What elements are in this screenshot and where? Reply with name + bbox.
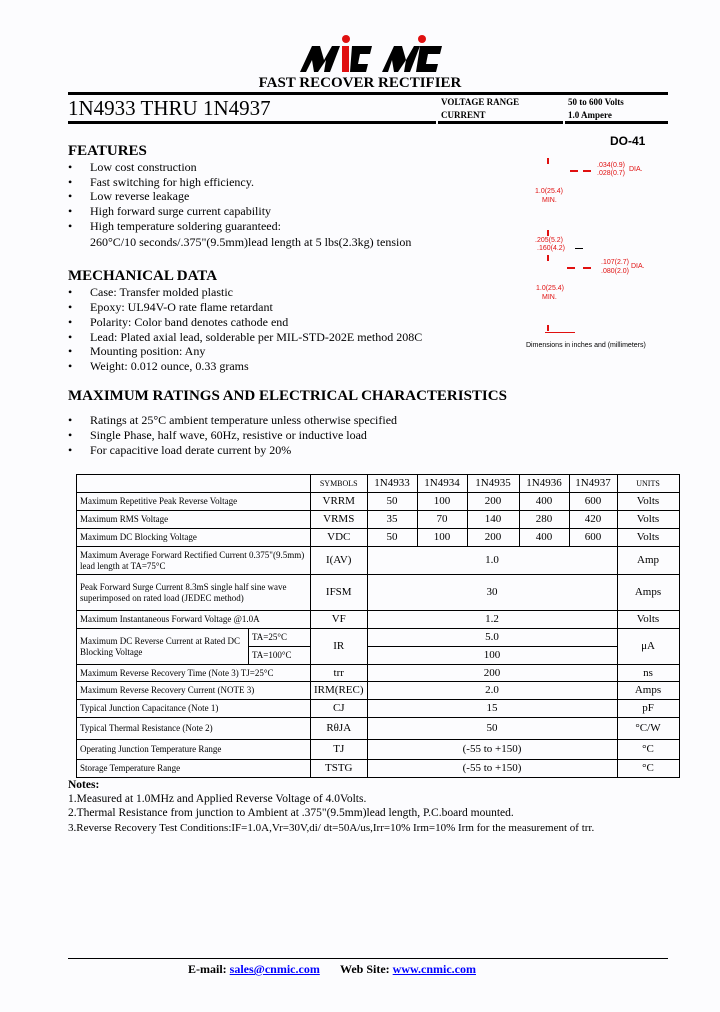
table-cell: IRM(REC) xyxy=(311,682,368,700)
table-cell: (-55 to +150) xyxy=(367,740,617,760)
table-cell: 200 xyxy=(467,493,519,511)
table-cell: CJ xyxy=(311,700,368,718)
mechanical-item: Weight: 0.012 ounce, 0.33 grams xyxy=(90,359,249,373)
mechanical-item: Lead: Plated axial lead, solderable per MIL-STD-202E method 208C xyxy=(90,330,423,344)
table-cell: Volts xyxy=(617,511,679,529)
voltage-range-label: VOLTAGE RANGE xyxy=(441,97,520,107)
mechanical-heading: MECHANICAL DATA xyxy=(68,268,218,284)
table-row xyxy=(77,493,680,511)
voltage-range-value: 50 to 600 Volts xyxy=(568,97,624,107)
table-cell: VRMS xyxy=(311,511,368,529)
divider xyxy=(565,121,668,124)
table-cell: Typical Junction Capacitance (Note 1) xyxy=(77,700,311,718)
column-header: 1N4935 xyxy=(467,475,519,493)
text: MIN. xyxy=(542,294,557,301)
table-cell: Peak Forward Surge Current 8.3mS single half sine wave superimposed on rated load (JEDEC method) xyxy=(77,575,311,611)
table-cell: 70 xyxy=(417,511,467,529)
table-cell: TSTG xyxy=(311,760,368,778)
table-row xyxy=(77,511,680,529)
ratings-heading: MAXIMUM RATINGS AND ELECTRICAL CHARACTERISTICS xyxy=(68,388,507,404)
text: .028(0.7) xyxy=(597,170,626,177)
table-row xyxy=(77,682,680,700)
table-cell: VDC xyxy=(311,529,368,547)
table-cell: Amp xyxy=(617,547,679,575)
table-cell: Maximum DC Blocking Voltage xyxy=(77,529,311,547)
table-cell: 400 xyxy=(519,493,569,511)
mic-logo xyxy=(296,34,446,74)
ratings-table xyxy=(76,474,680,778)
mechanical-item: Mounting position: Any xyxy=(90,344,206,358)
table-cell: Maximum Instantaneous Forward Voltage @1.0A xyxy=(77,611,311,629)
table-row xyxy=(77,547,680,575)
table-row xyxy=(77,740,680,760)
table-cell: Amps xyxy=(617,575,679,611)
table-cell: Volts xyxy=(617,493,679,511)
footer-email xyxy=(188,962,320,977)
table-cell: 50 xyxy=(367,718,617,740)
notes-heading: Notes: xyxy=(68,779,100,791)
text: DIA. xyxy=(629,166,643,173)
table-row xyxy=(77,718,680,740)
mechanical-item: Epoxy: UL94V-O rate flame retardant xyxy=(90,300,273,314)
table-cell: 1.0 xyxy=(367,547,617,575)
table-row xyxy=(77,665,680,682)
text: 1.0(25.4) xyxy=(536,285,565,292)
table-row xyxy=(77,629,680,647)
note-item: 1.Measured at 1.0MHz and Applied Reverse Voltage of 4.0Volts. xyxy=(68,793,367,805)
table-cell: RθJA xyxy=(311,718,368,740)
table-cell: 200 xyxy=(367,665,617,682)
table-cell: μA xyxy=(617,629,679,665)
table-cell: 400 xyxy=(519,529,569,547)
table-row xyxy=(77,529,680,547)
table-cell: °C/W xyxy=(617,718,679,740)
table-row xyxy=(77,611,680,629)
current-label: CURRENT xyxy=(441,110,486,120)
table-cell: Amps xyxy=(617,682,679,700)
text: .034(0.9) xyxy=(597,162,626,169)
table-row xyxy=(77,760,680,778)
table-cell: IR xyxy=(311,629,368,665)
text: DIA. xyxy=(631,263,645,270)
table-cell: Maximum RMS Voltage xyxy=(77,511,311,529)
table-cell: ns xyxy=(617,665,679,682)
package-name: DO-41 xyxy=(610,134,646,148)
table-cell: (-55 to +150) xyxy=(367,760,617,778)
table-cell: Volts xyxy=(617,529,679,547)
condition-item: For capacitive load derate current by 20% xyxy=(90,443,292,457)
table-cell: TA=25°C xyxy=(249,629,311,647)
features-heading: FEATURES xyxy=(68,143,147,159)
table-cell: 5.0 xyxy=(367,629,617,647)
divider xyxy=(68,92,668,95)
table-cell: 280 xyxy=(519,511,569,529)
feature-item: Fast switching for high efficiency. xyxy=(90,175,254,189)
datasheet-page: FAST RECOVER RECTIFIER 1N4933 THRU 1N4937 VOLTAGE RANGE CURRENT 50 to 600 Volts 1.0 Ampere DO-41 .034(0.9) .028(0.7) DIA. 1.0(25.4) MIN. .205(5.2) .160(4.2) .107(2.7) .080(2.0) DIA. 1.0(25.4) MIN. Dimensions in inches and (millimeters) FEATURES • Low cost construction • Fast switching for high efficiency. • Low reverse leakage • High forward surge current capability • High temperature soldering guaranteed: 260°C/10 seconds/.375"(9.5mm)lead length at 5 lbs(2.3kg) tension MECHANICAL DATA • Case: Transfer molded plastic • Epoxy: UL94V-O rate flame retardant • Polarity: Color band denotes cathode end • Lead: Plated axial lead, solderable per MIL-STD-202E method 208C • Mounting position: Any • Weight: 0.012 ounce, 0.33 grams MAXIMUM RATINGS AND ELECTRICAL CHARACTERISTICS • Ratings at 25°C ambient temperature unless otherwise specified • Single Phase, half wave, 60Hz, resistive or inductive load • For capacitive load derate current by 20% SYMBOLS 1N4933 1N4934 1N4935 1N4936 1N4937 UNITS Maximum Repetitive Peak Reverse Voltage VRRM 50 100 200 400 600 Volts Maximum RMS Voltage VRMS 35 70 140 280 420 Volts Maximum DC Blocking Voltage VDC 50 100 200 400 600 Volts Maximum Average Forward Rectified Current 0.375"(9.5mm) lead length at TA=75°C I(AV) 1.0 Amp Peak Forward Surge Current 8.3mS single half sine wave superimposed on rated load (JEDEC method) IFSM 30 Amps Maximum Instantaneous Forward Voltage @1.0A VF 1.2 Volts Maximum DC Reverse Current at Rated DC Blocking Voltage TA=25°C IR 5.0 μA TA=100°C 100 Maximum Reverse Recovery Time (Note 3) TJ=25°C trr 200 ns Maximum Reverse Recovery Current (NOTE 3) IRM(REC) 2.0 Amps Typical Junction Capacitance (Note 1) CJ 15 pF Typical Thermal Resistance (Note 2) RθJA 50 °C/W Operating Junction Temperature Range TJ (-55 to +150) °C Storage Temperature Range TSTG (-55 to +150) °C Notes: 1.Measured at 1.0MHz and Applied Reverse Voltage of 4.0Volts. 2.Thermal Resistance from junction to Ambient at .375"(9.5mm)lead length, P.C.board mounted. 3.Reverse Recovery Test Conditions:IF=1.0A,Vr=30V,di/ dt=50A/us,Irr=10% Irm=10% Irm for the measurement of trr. E-mail: sales@cnmic.com Web Site: www.cnmic.com xyxy=(0,0,720,1012)
table-cell: 140 xyxy=(467,511,519,529)
mechanical-item: Polarity: Color band denotes cathode end xyxy=(90,315,289,329)
email-link[interactable]: sales@cnmic.com xyxy=(229,962,320,976)
feature-item: 260°C/10 seconds/.375"(9.5mm)lead length at 5 lbs(2.3kg) tension xyxy=(90,235,412,249)
table-cell: 15 xyxy=(367,700,617,718)
website-link[interactable]: www.cnmic.com xyxy=(392,962,476,976)
table-cell: Storage Temperature Range xyxy=(77,760,311,778)
text: MIN. xyxy=(542,197,557,204)
column-header: 1N4937 xyxy=(569,475,617,493)
column-header: 1N4934 xyxy=(417,475,467,493)
current-value: 1.0 Ampere xyxy=(568,110,612,120)
text: E-mail: xyxy=(188,962,227,976)
table-cell: TA=100°C xyxy=(249,647,311,665)
divider xyxy=(68,121,436,124)
table-cell: °C xyxy=(617,740,679,760)
table-cell: 420 xyxy=(569,511,617,529)
table-cell: 600 xyxy=(569,493,617,511)
footer-divider xyxy=(68,958,668,959)
table-cell: 100 xyxy=(367,647,617,665)
table-cell: 30 xyxy=(367,575,617,611)
table-cell: Maximum DC Reverse Current at Rated DC Blocking Voltage xyxy=(77,629,249,665)
note-item: 3.Reverse Recovery Test Conditions:IF=1.0A,Vr=30V,di/ dt=50A/us,Irr=10% Irm=10% Irm for the measurement of trr. xyxy=(68,822,595,834)
table-cell: 100 xyxy=(417,493,467,511)
table-cell: IFSM xyxy=(311,575,368,611)
table-cell: Maximum Repetitive Peak Reverse Voltage xyxy=(77,493,311,511)
table-cell: Maximum Reverse Recovery Current (NOTE 3) xyxy=(77,682,311,700)
table-header-row xyxy=(77,475,680,493)
text: .160(4.2) xyxy=(537,245,566,252)
table-cell: °C xyxy=(617,760,679,778)
condition-item: Single Phase, half wave, 60Hz, resistive or inductive load xyxy=(90,428,367,442)
condition-item: Ratings at 25°C ambient temperature unless otherwise specified xyxy=(90,413,398,427)
table-cell: 50 xyxy=(367,493,417,511)
table-cell: Operating Junction Temperature Range xyxy=(77,740,311,760)
table-row xyxy=(77,700,680,718)
table-cell: TJ xyxy=(311,740,368,760)
table-cell: 100 xyxy=(417,529,467,547)
text: .080(2.0) xyxy=(601,268,630,275)
column-header: UNITS xyxy=(617,475,679,493)
text: .107(2.7) xyxy=(601,259,630,266)
dimension-note: Dimensions in inches and (millimeters) xyxy=(526,342,646,349)
feature-item: High temperature soldering guaranteed: xyxy=(90,219,281,233)
table-cell: 200 xyxy=(467,529,519,547)
column-header: 1N4933 xyxy=(367,475,417,493)
divider xyxy=(438,121,563,124)
document-title: FAST RECOVER RECTIFIER xyxy=(258,75,462,91)
table-cell: VF xyxy=(311,611,368,629)
table-cell: 50 xyxy=(367,529,417,547)
footer-website xyxy=(340,962,476,977)
table-cell: trr xyxy=(311,665,368,682)
table-cell: pF xyxy=(617,700,679,718)
text: Web Site: xyxy=(340,962,390,976)
note-item: 2.Thermal Resistance from junction to Ambient at .375"(9.5mm)lead length, P.C.board mounted. xyxy=(68,807,514,819)
text: .205(5.2) xyxy=(535,237,564,244)
table-cell: I(AV) xyxy=(311,547,368,575)
table-cell: Maximum Average Forward Rectified Current 0.375"(9.5mm) lead length at TA=75°C xyxy=(77,547,311,575)
table-row xyxy=(77,575,680,611)
table-cell: 2.0 xyxy=(367,682,617,700)
column-header: 1N4936 xyxy=(519,475,569,493)
table-cell: 600 xyxy=(569,529,617,547)
table-cell: 1.2 xyxy=(367,611,617,629)
part-range: 1N4933 THRU 1N4937 xyxy=(68,96,271,120)
table-cell: VRRM xyxy=(311,493,368,511)
mechanical-item: Case: Transfer molded plastic xyxy=(90,285,233,299)
table-cell: Typical Thermal Resistance (Note 2) xyxy=(77,718,311,740)
feature-item: Low reverse leakage xyxy=(90,189,190,203)
column-header: SYMBOLS xyxy=(311,475,368,493)
table-cell: Volts xyxy=(617,611,679,629)
table-cell: 35 xyxy=(367,511,417,529)
feature-item: Low cost construction xyxy=(90,160,197,174)
feature-item: High forward surge current capability xyxy=(90,204,272,218)
text: 1.0(25.4) xyxy=(535,188,564,195)
table-cell: Maximum Reverse Recovery Time (Note 3) TJ=25°C xyxy=(77,665,311,682)
